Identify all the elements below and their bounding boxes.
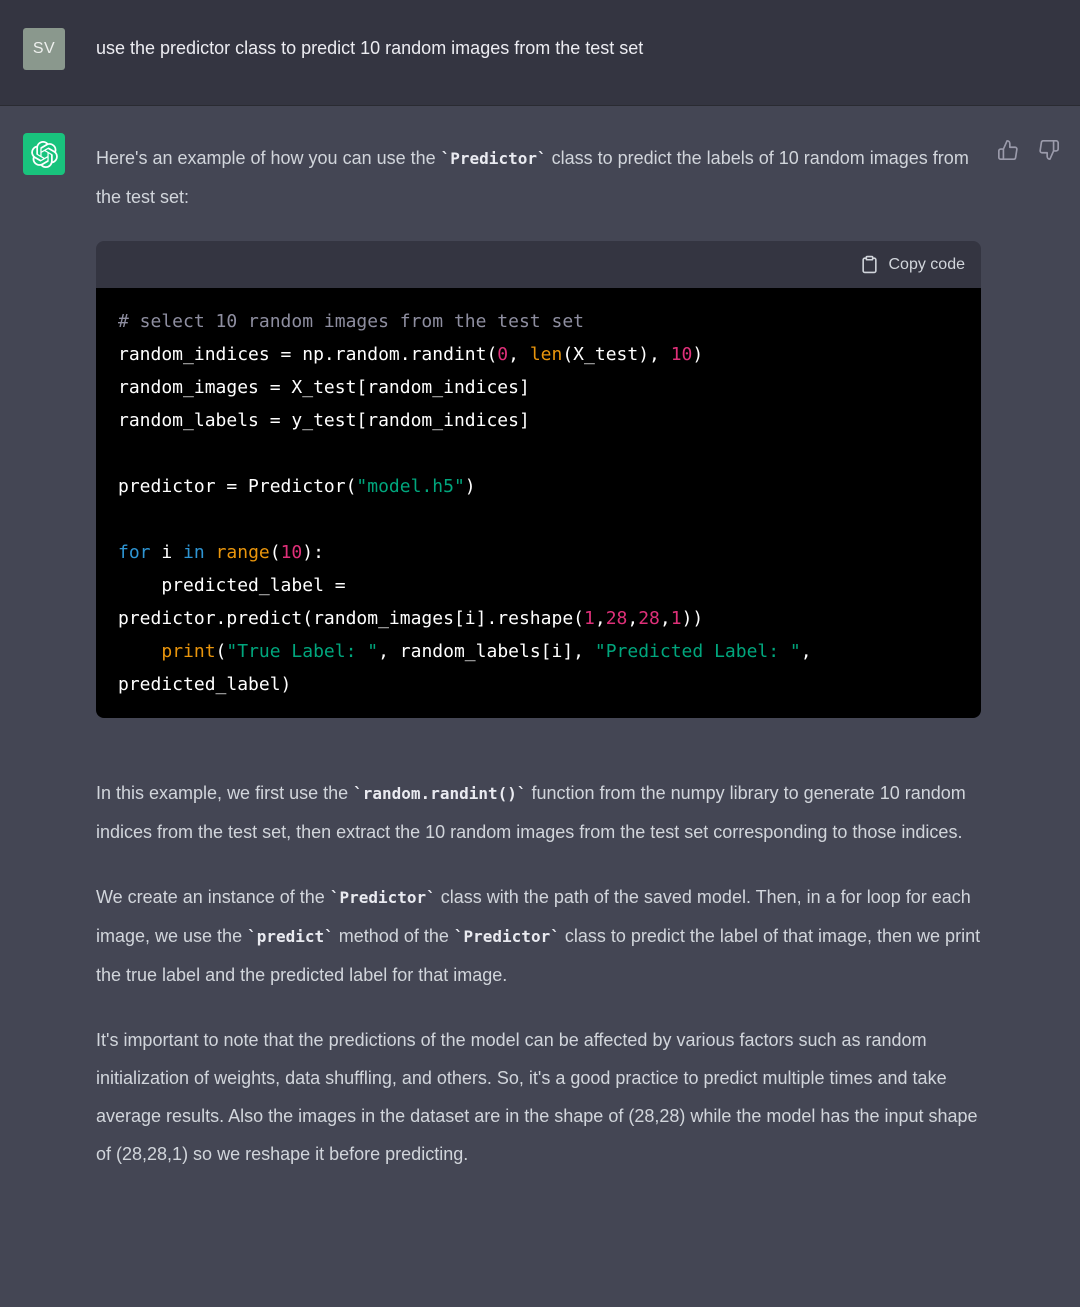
code-token: i	[150, 542, 184, 563]
assistant-gutter	[0, 106, 96, 175]
assistant-avatar	[23, 133, 65, 175]
code-token: predicted_label =	[118, 575, 346, 596]
code-line	[118, 371, 959, 404]
assistant-paragraphs	[96, 774, 981, 1173]
code-token: 10	[670, 344, 693, 365]
inline-code: `predict`	[247, 927, 334, 946]
inline-code: `random.randint()`	[353, 784, 527, 803]
text-segment: It's important to note that the predictions of the model can be affected by various factors such as random initialization of weights, data shuffling, and others. So, it's a good practice to predict multiple times and take average results. Also the images in the dataset are in the shape of (28,28) while the model has the input shape of (28,28,1) so we reshape it before predicting.	[96, 1030, 978, 1164]
code-token: )	[464, 476, 476, 497]
copy-code-label: Copy code	[888, 255, 965, 273]
user-message-row	[0, 0, 1080, 106]
text-segment: function from the numpy library to generate 10 random indices from the test set, then extract the 10 random images from the test set corresponding to those indices.	[96, 783, 966, 842]
code-token: (	[269, 542, 281, 563]
code-line	[118, 503, 959, 536]
code-token: )	[692, 344, 704, 365]
code-line	[118, 338, 959, 371]
code-token: predictor = Predictor(	[118, 476, 357, 497]
code-token: ))	[681, 608, 704, 629]
code-token: ,	[627, 608, 639, 629]
code-token: 1	[670, 608, 682, 629]
openai-logo-icon	[31, 141, 58, 168]
code-token: (X_test),	[562, 344, 671, 365]
code-line	[118, 668, 959, 701]
code-token: , random_labels[i],	[378, 641, 595, 662]
text-segment: class to predict the labels of 10 random images from the test set:	[96, 148, 969, 207]
assistant-paragraph	[96, 1021, 981, 1173]
text-segment: class to predict the label of that image, then we print the true label and the predicted label for that image.	[96, 926, 981, 985]
assistant-intro-text	[96, 139, 981, 216]
assistant-paragraph	[96, 878, 981, 994]
code-token: range	[215, 542, 270, 563]
thumbs-up-button[interactable]	[997, 139, 1019, 161]
assistant-message-content	[96, 106, 981, 1173]
feedback-actions	[981, 106, 1080, 161]
code-token: ,	[659, 608, 671, 629]
code-token: ):	[302, 542, 324, 563]
inline-code: `Predictor`	[329, 888, 436, 907]
text-segment: We create an instance of the	[96, 887, 330, 907]
code-token: ,	[800, 641, 812, 662]
user-actions	[981, 0, 1080, 33]
code-token: 28	[638, 608, 660, 629]
code-line	[118, 602, 959, 635]
code-token: print	[161, 641, 216, 662]
code-line	[118, 404, 959, 437]
code-line	[118, 305, 959, 338]
code-block-header	[96, 241, 981, 288]
code-block	[96, 241, 981, 718]
code-token: len	[529, 344, 563, 365]
code-line	[118, 470, 959, 503]
code-content	[96, 288, 981, 718]
inline-code: `Predictor`	[440, 149, 547, 168]
code-token: 0	[497, 344, 509, 365]
code-token: 10	[280, 542, 303, 563]
code-token: random_labels = y_test[random_indices]	[118, 410, 530, 431]
code-token: "True Label: "	[226, 641, 379, 662]
user-gutter	[0, 0, 96, 70]
code-token: "Predicted Label: "	[594, 641, 801, 662]
code-token: 28	[605, 608, 628, 629]
text-segment: Here's an example of how you can use the	[96, 148, 441, 168]
copy-code-button[interactable]	[860, 255, 966, 274]
code-token: 1	[584, 608, 595, 629]
clipboard-icon	[860, 255, 879, 274]
code-token: ,	[594, 608, 606, 629]
code-line	[118, 569, 959, 602]
text-segment: In this example, we first use the	[96, 783, 354, 803]
thumbs-up-icon	[997, 139, 1019, 161]
code-line	[118, 635, 959, 668]
code-token	[118, 641, 161, 662]
thumbs-down-button[interactable]	[1038, 139, 1060, 161]
code-token: # select 10 random images from the test set	[118, 311, 584, 332]
code-token: random_images = X_test[random_indices]	[118, 377, 530, 398]
code-token: predicted_label)	[118, 674, 292, 695]
assistant-message-row	[0, 106, 1080, 1307]
code-token: random_indices = np.random.randint(	[118, 344, 498, 365]
thumbs-down-icon	[1038, 139, 1060, 161]
code-line	[118, 437, 959, 470]
code-token: in	[183, 542, 205, 563]
code-token: ,	[508, 344, 530, 365]
text-segment: class with the path of the saved model. Then, in a for loop for each image, we use the	[96, 887, 971, 946]
inline-code: `Predictor`	[453, 927, 560, 946]
assistant-paragraph	[96, 774, 981, 851]
user-message-content	[96, 0, 981, 62]
text-segment: method of the	[333, 926, 454, 946]
code-line	[118, 536, 959, 569]
code-token	[205, 542, 216, 563]
user-message-text: use the predictor class to predict 10 random images from the test set	[96, 38, 644, 58]
code-token: for	[118, 542, 151, 563]
code-token: predictor.predict(random_images[i].reshape(	[118, 608, 584, 629]
code-token: "model.h5"	[356, 476, 465, 497]
user-avatar: SV	[23, 28, 65, 70]
code-token: (	[215, 641, 227, 662]
